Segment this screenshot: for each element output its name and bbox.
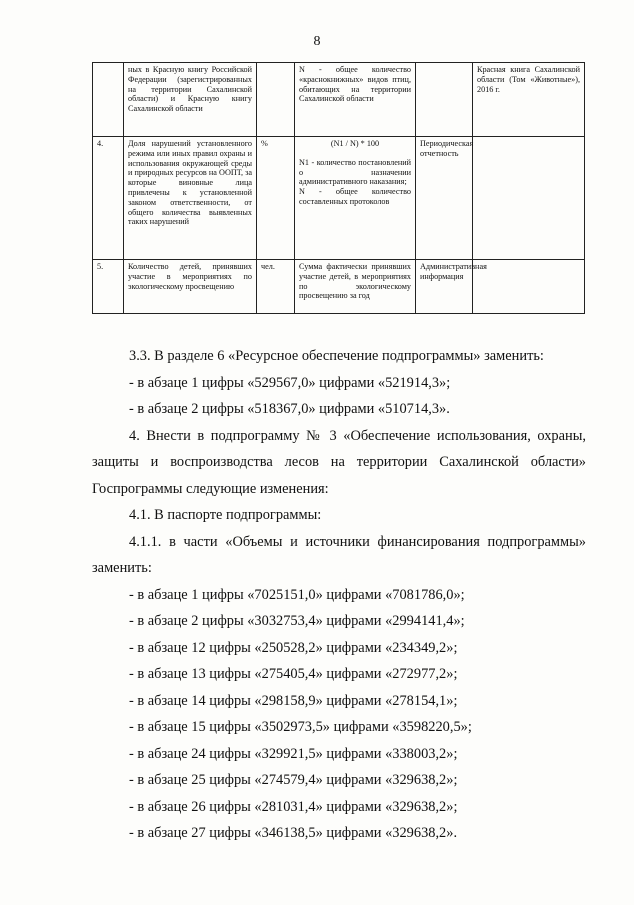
list-item: - в абзаце 26 цифры «281031,4» цифрами «329638,2»;: [129, 798, 458, 815]
source: Красная книга Сахалинской области (Том «Животные»), 2016 г.: [473, 63, 585, 137]
formula-line: N - общее количество составленных протоколов: [299, 187, 411, 206]
indicators-table: [92, 62, 585, 314]
formula: [295, 137, 416, 260]
indicator-name: Количество детей, принявших участие в мероприятиях по экологическому просвещению: [124, 260, 257, 314]
table-row: [93, 137, 585, 260]
method: Периодическая отчетность: [416, 137, 473, 260]
unit: %: [257, 137, 295, 260]
formula: [295, 63, 416, 137]
source: [473, 260, 585, 314]
source: [473, 137, 585, 260]
paragraph-4-1-1: 4.1.1. в части «Объемы и источники финансирования подпрограммы» заменить:: [92, 533, 586, 576]
paragraph-4: 4. Внести в подпрограмму № 3 «Обеспечение использования, охраны, защиты и воспроизводства лесов на территории Сахалинской области» Госпрограммы следующие изменения:: [92, 427, 586, 497]
row-number: 4.: [93, 137, 124, 260]
list-item: - в абзаце 2 цифры «518367,0» цифрами «510714,3».: [129, 401, 450, 417]
paragraph-4-1: 4.1. В паспорте подпрограммы:: [129, 507, 322, 523]
list-item: - в абзаце 27 цифры «346138,5» цифрами «329638,2».: [129, 825, 458, 841]
row-number: [93, 63, 124, 137]
page-number: 8: [313, 34, 321, 49]
row-number: 5.: [93, 260, 124, 314]
formula-line: N - общее количество «краснокнижных» видов птиц, обитающих на территории Сахалинской области: [299, 65, 411, 104]
method: [416, 63, 473, 137]
paragraph-3-3: 3.3. В разделе 6 «Ресурсное обеспечение подпрограммы» заменить:: [129, 348, 544, 364]
list-item: - в абзаце 2 цифры «3032753,4» цифрами «2994141,4»;: [129, 613, 465, 629]
unit: [257, 63, 295, 137]
table-row: [93, 63, 585, 137]
list-item: - в абзаце 15 цифры «3502973,5» цифрами «3598220,5»;: [129, 719, 472, 735]
indicator-name: ных в Красную книгу Российской Федерации (зарегистрированных на территории Сахалинской области) и Красную книгу Сахалинской области: [124, 63, 257, 137]
document-body: [92, 343, 586, 847]
indicator-name: Доля нарушений установленного режима или иных правил охраны и использования окружающей среды и природных ресурсов на ООПТ, за которые виновные лица привлечены к установленной законом ответственности, от общего количества выявленных таких нарушений: [124, 137, 257, 260]
formula-line: N1 - количество постановлений о назначении административного наказания;: [299, 157, 411, 187]
method: Административная информация: [416, 260, 473, 314]
table-row: [93, 260, 585, 314]
list-item: - в абзаце 24 цифры «329921,5» цифрами «338003,2»;: [129, 745, 458, 762]
list-item: - в абзаце 12 цифры «250528,2» цифрами «234349,2»;: [129, 639, 458, 656]
formula-expression: (N1 / N) * 100: [330, 139, 380, 148]
list-item: - в абзаце 25 цифры «274579,4» цифрами «329638,2»;: [129, 772, 458, 788]
list-item: - в абзаце 1 цифры «7025151,0» цифрами «7081786,0»;: [129, 586, 465, 603]
list-item: - в абзаце 14 цифры «298158,9» цифрами «278154,1»;: [129, 692, 458, 709]
formula-line: Сумма фактически принявших участие детей, в мероприятиях по экологическому просвещению за год: [299, 262, 411, 301]
list-item: - в абзаце 1 цифры «529567,0» цифрами «521914,3»;: [129, 374, 451, 391]
formula: [295, 260, 416, 314]
unit: чел.: [257, 260, 295, 314]
list-item: - в абзаце 13 цифры «275405,4» цифрами «272977,2»;: [129, 666, 458, 682]
